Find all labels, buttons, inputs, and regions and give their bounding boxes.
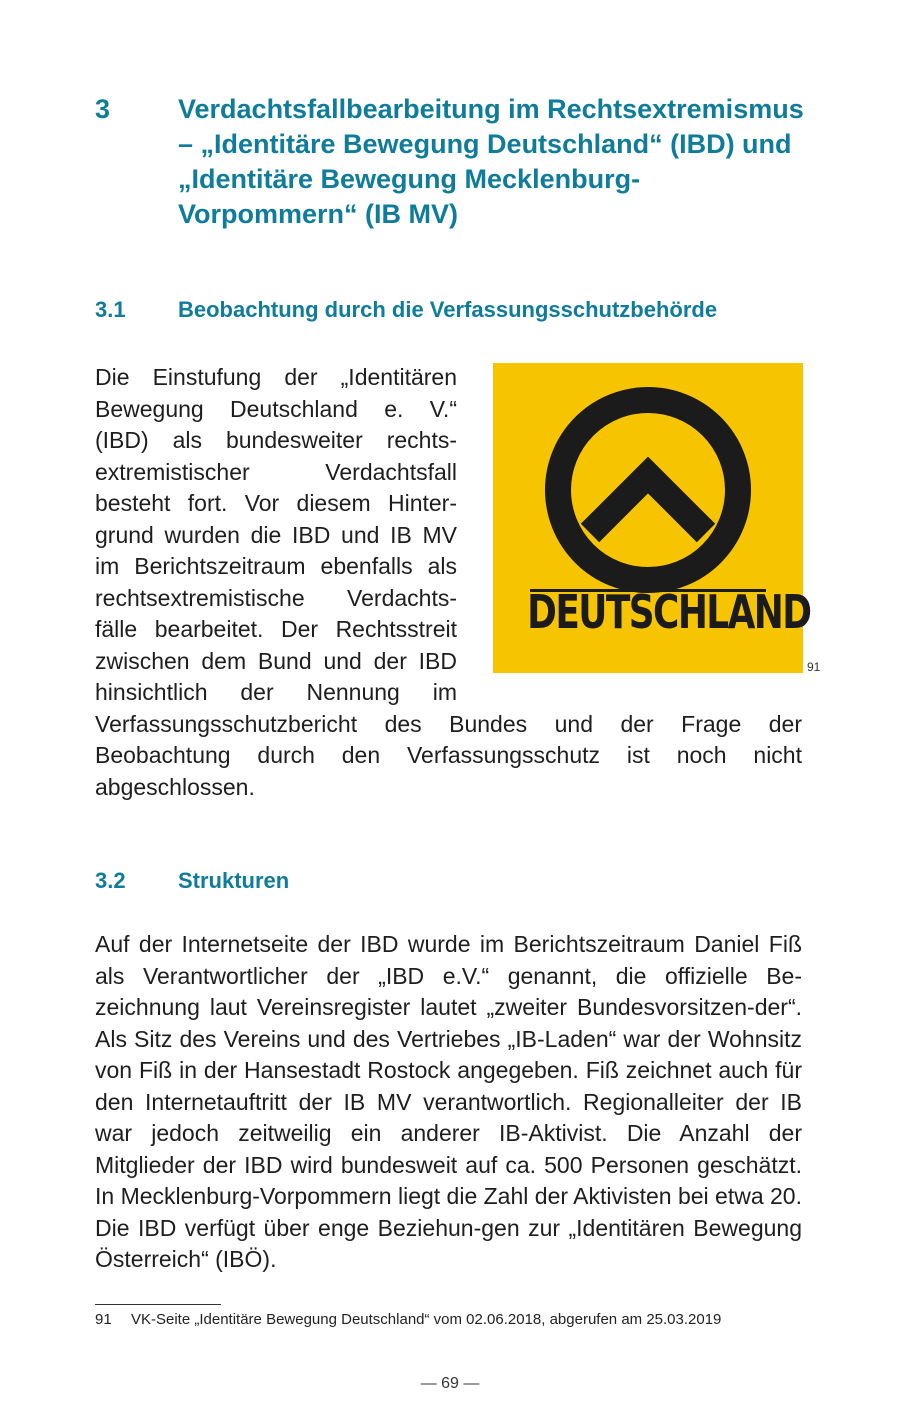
footnote-number: 91	[95, 1311, 112, 1328]
logo-wordmark: DEUTSCHLAND	[527, 585, 811, 639]
section-title: Strukturen	[178, 868, 290, 893]
footnote-text: VK-Seite „Identitäre Bewegung Deutschland“ vom 02.06.2018, abgerufen am 25.03.2019	[131, 1311, 722, 1328]
page-number: — 69 —	[420, 1375, 480, 1392]
section-1-paragraph	[95, 362, 811, 803]
section-title: Beobachtung durch die Verfassungsschutzbehörde	[178, 297, 718, 322]
chapter-number: 3	[95, 94, 111, 124]
footnote-divider	[95, 1304, 221, 1305]
section-number: 3.1	[95, 297, 126, 322]
section-2-paragraph: Auf der Internetseite der IBD wurde im Berichtszeitraum Daniel Fiß als Verantwortlicher der „IBD e.V.“ genannt, die offizielle Be-zeichnung laut Vereinsregister lautet „zweiter Bundesvorsitzen-der“. Als Sitz des Vereins und des Vertriebes „IB-Laden“ war der Wohnsitz von Fiß in der Hansestadt Rostock angegeben. Fiß zeichnet auch für den Internetauftritt der IB MV verantwortlich. Regionalleiter der IB war jedoch zeitweilig ein anderer IB-Aktivist. Die Anzahl der Mitglieder der IBD wird bundesweit auf ca. 500 Personen geschätzt. In Mecklenburg-Vorpommern liegt die Zahl der Aktivisten bei etwa 20. Die IBD verfügt über enge Beziehun-gen zur „Identitären Bewegung Österreich“ (IBÖ).	[95, 931, 802, 1272]
footnote-reference: 91	[807, 660, 821, 674]
footnote	[95, 1310, 721, 1330]
section-number: 3.2	[95, 868, 126, 893]
section-1-text: Die Einstufung der „Identitären Bewegung Deutschland e. V.“ (IBD) als bundesweiter rechts-extremistischer Verdachtsfall besteht fort. Vor diesem Hinter-grund wurden die IBD und IB MV im Berichtszeitraum ebenfalls als rechtsextremistische Verdachts-fälle bearbeitet. Der Rechtsstreit zwischen dem Bund und der IBD hinsichtlich der Nennung im Verfassungsschutzbericht des Bundes und der Frage der Beobachtung durch den Verfassungsschutz ist noch nicht abgeschlossen.	[95, 364, 802, 800]
chapter-title: Verdachtsfallbearbeitung im Rechtsextremismus – „Identitäre Bewegung Deutschland“ (IBD) und „Identitäre Bewegung Mecklenburg-Vorpommern“ (IB MV)	[178, 94, 804, 229]
figure-float-spacer	[457, 362, 811, 692]
